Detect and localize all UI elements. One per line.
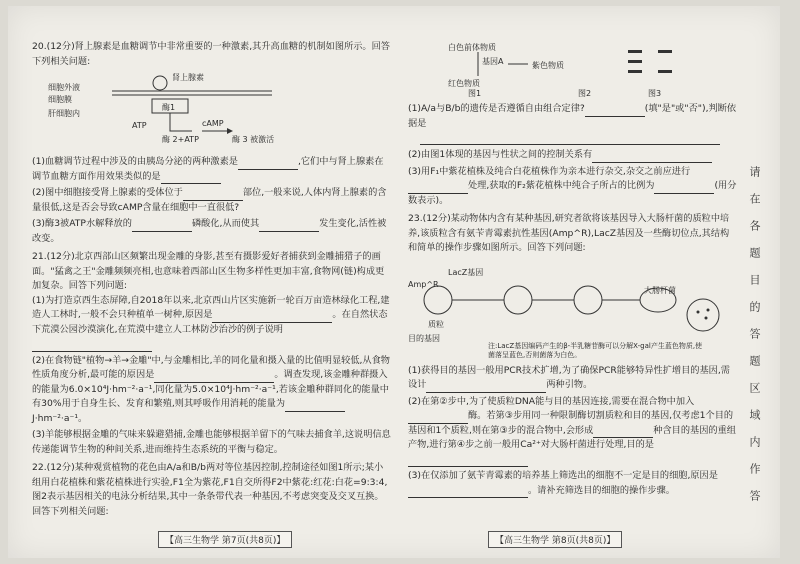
diagram-label-membrane: 细胞膜: [48, 95, 72, 104]
q20-item-3: (3)酶3被ATP水解释放的 磷酸化,从而使其 发生变化,活性被改变。: [32, 218, 387, 244]
fig-label-fig1: 图1: [468, 89, 482, 98]
question-21-head: 21.(12分)北京西部山区频繁出现金雕的身影,甚至有摄影爱好者捕获到金雕捕猎子的画面。"猛禽之王"金雕频频亮相,也意味着西部山区生物多样性更加丰富,食物网(链)构成更加复杂。回答下列问题:: [32, 251, 385, 291]
answer-blank[interactable]: [132, 221, 192, 232]
diagram-label-atp: ATP: [132, 121, 147, 130]
answer-blank[interactable]: [426, 382, 546, 393]
answer-blank[interactable]: [32, 341, 152, 352]
diagram-label-hormone: 肾上腺素: [172, 73, 204, 82]
answer-blank[interactable]: [408, 413, 468, 424]
question-23: [408, 212, 738, 498]
answer-blank[interactable]: [420, 134, 720, 145]
answer-blank[interactable]: [408, 183, 468, 194]
fig-label-gene-a: 基因A: [482, 57, 504, 66]
diagram-label-outside: 细胞外液: [48, 83, 80, 92]
answer-blank[interactable]: [408, 487, 528, 498]
fig-label-fig3: 图3: [648, 89, 662, 98]
answer-blank[interactable]: [585, 106, 645, 117]
q21-item-1: (1)为打造京西生态屏障,自2018年以来,北京西山片区实施新一轮百万亩造林绿化工程,建造人工林时,一般不会只种植单一树种,原因是 。在自然状态下荒漠公园沙漠演化,在荒漠中建立人工林防沙治沙的例子说明: [32, 294, 392, 352]
right-page: [408, 102, 738, 502]
answer-blank[interactable]: [592, 152, 712, 163]
answer-blank[interactable]: [654, 183, 714, 194]
plasmid-note: 注:LacZ基因编码产生的β-半乳糖苷酶可以分解X-gal产生蓝色物质,使菌落呈蓝色,否则菌落为白色。: [488, 341, 703, 359]
q22-figures: [448, 42, 708, 98]
q20-item-1: (1)血糖调节过程中涉及的由胰岛分泌的两种激素是 ,它们中与肾上腺素在调节血糖方面作用效果类似的是: [32, 155, 392, 184]
plasmid-label-bacteria: 大肠杆菌: [644, 285, 676, 295]
diagram-label-camp: cAMP: [202, 119, 224, 128]
q21-item-3: (3)羊能够根据金雕的气味来躲避猎捕,金雕也能够根据羊留下的气味去捕食羊,这说明信息传递能调节生物的种间关系,进而维持生态系统的平衡与稳定。: [32, 429, 391, 455]
q22-item-3: (3)用F₁中紫花植株及纯合白花植株作为亲本进行杂交,杂交之前应进行处理,获取的F₂紫花植株中纯合子所占的比例为 (用分数表示)。: [408, 165, 737, 206]
question-21: [32, 250, 392, 457]
fig-label-fig2: 图2: [578, 89, 592, 98]
margin-instruction: 请在各题目的答题区域内作答: [748, 166, 761, 517]
answer-blank[interactable]: [259, 221, 319, 232]
q22-item-1: (1)A/a与B/b的遗传是否遵循自由组合定律? (填"是"或"否"),判断依据是: [408, 102, 738, 145]
left-page: [32, 40, 392, 523]
q21-item-2: (2)在食物链"植物→羊→金雕"中,与金雕相比,羊的同化量和摄入量的比值明显较低,从食物性质角度分析,最可能的原因是 。调查发现,该金雕种群摄入的能量为6.0×10⁴J·hm⁻²·a⁻¹,同化量为5.0×10⁴J·hm⁻²·a⁻¹,若该金雕种群同化的能量中有30%用于自身生长、发育和繁殖,则其呼吸作用消耗的能量为J·hm⁻²·a⁻¹。: [32, 354, 390, 424]
answer-blank[interactable]: [285, 401, 345, 412]
plasmid-label-lacz: LacZ基因: [448, 267, 484, 277]
diagram-label-enzyme1: 酶1: [162, 103, 176, 112]
answer-blank[interactable]: [154, 372, 274, 383]
right-page-footer: 【高三生物学 第8页(共8页)】: [488, 531, 622, 548]
question-20-diagram: [48, 71, 282, 151]
answer-blank[interactable]: [212, 312, 332, 323]
q20-item-2: (2)图中细胞接受肾上腺素的受体位于 部位,一般来说,人体内肾上腺素的含量很低,这是否会导致cAMP含量在细胞中一直很低?: [32, 187, 387, 213]
q23-item-2: (2)在第②步中,为了使质粒DNA能与目的基因连接,需要在混合物中加入酶。若第③步用同一种限制酶切割质粒和目的基因,仅考虑1个目的基因和1个质粒,则在第③步的混合物中,会形成 种含目的基因的重组产物,进行第④步之前一般用Ca²⁺对大肠杆菌进行处理,目的是: [408, 395, 738, 468]
q23-item-1: (1)获得目的基因一般用PCR技术扩增,为了确保PCR能够特异性扩增目的基因,需设计 两种引物。: [408, 364, 738, 393]
question-20: [32, 40, 392, 246]
plasmid-figure: [408, 260, 728, 360]
question-22-continued: [408, 102, 738, 208]
fig-label-red: 红色物质: [448, 79, 480, 88]
answer-blank[interactable]: [593, 427, 653, 438]
answer-blank[interactable]: [408, 456, 528, 467]
plasmid-label-amp: Amp^R: [408, 279, 439, 289]
answer-blank[interactable]: [183, 190, 243, 201]
answer-blank[interactable]: [161, 173, 221, 184]
left-page-footer: 【高三生物学 第7页(共8页)】: [158, 531, 292, 548]
question-22: [32, 461, 392, 519]
diagram-label-inside: 肝细胞内: [48, 109, 80, 118]
answer-blank[interactable]: [238, 159, 298, 170]
fig-label-purple: 紫色物质: [532, 61, 564, 70]
exam-sheet: [8, 6, 780, 558]
diagram-label-step2: 酶 3 被激活: [232, 135, 275, 144]
plasmid-label-target: 目的基因: [408, 333, 440, 343]
q23-item-3: (3)在仅添加了氨苄青霉素的培养基上筛选出的细胞不一定是目的细胞,原因是。请补充筛选目的细胞的操作步骤。: [408, 469, 738, 498]
q22-item-2: (2)由图1体现的基因与性状之间的控制关系有: [408, 148, 738, 163]
question-22-head: 22.(12分)某种观赏植物的花色由A/a和B/b两对等位基因控制,控制途径如图1所示;某小组用白花植株和紫花植株进行实验,F1全为紫花,F1自交所得F2中紫花:红花:白花=9:3:4,图2表示基因相关的电泳分析结果,其中一条条带代表一种基因,不考虑突变及交叉互换。回答下列相关问题:: [32, 462, 388, 517]
question-23-head: 23.(12分)某动物体内含有某种基因,研究者欲将该基因导入大肠杆菌的质粒中培养,该质粒含有氨苄青霉素抗性基因(Amp^R),LacZ基因及一些酶切位点,其结构和简单的操作步骤如图所示。回答下列问题:: [408, 213, 730, 253]
plasmid-label-plasmid: 质粒: [428, 319, 444, 329]
diagram-label-step1: 酶 2+ATP: [162, 135, 199, 144]
question-20-head: 20.(12分)肾上腺素是血糖调节中非常重要的一种激素,其升高血糖的机制如图所示。回答下列相关问题:: [32, 41, 390, 67]
fig-label-white: 白色前体物质: [448, 43, 496, 52]
